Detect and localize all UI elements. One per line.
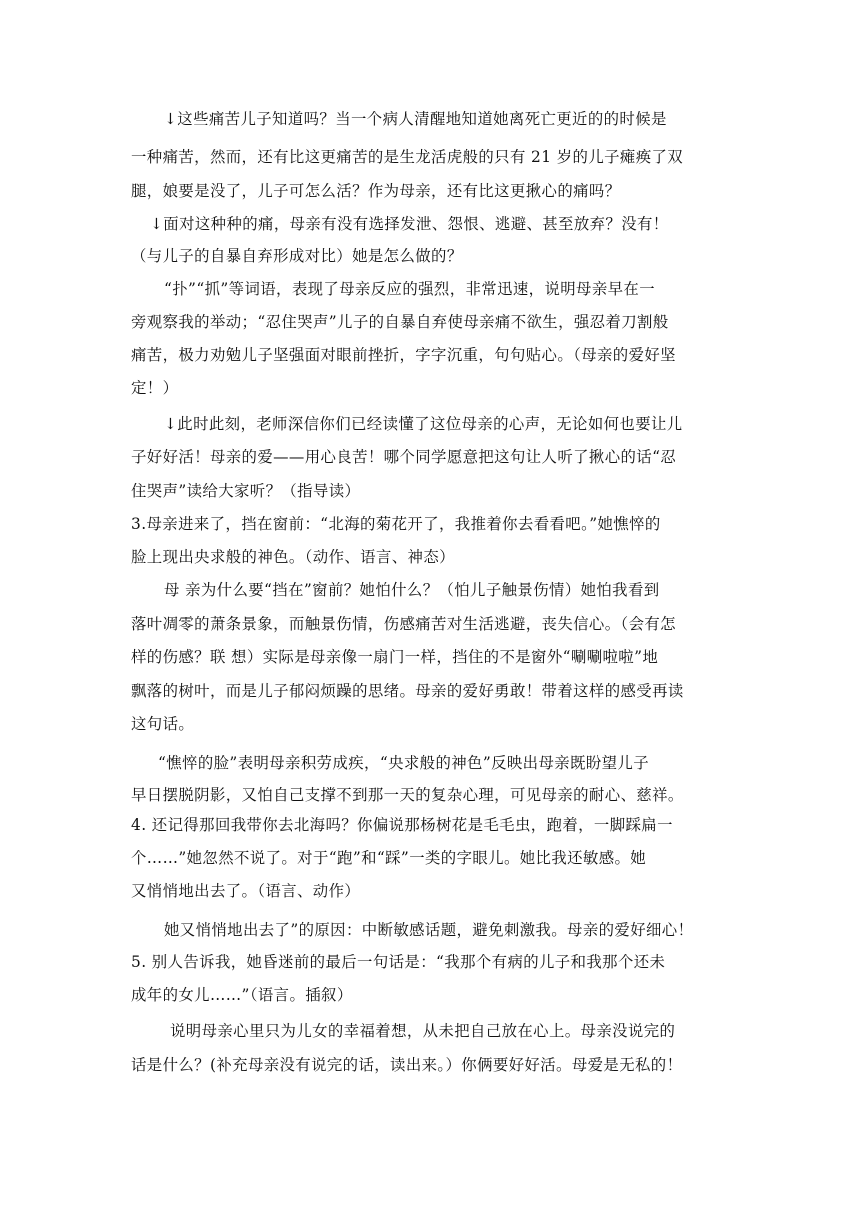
text-line: ↓面对这种种的痛，母亲有没有选择发泄、怨恨、逃避、甚至放弃？没有！ [150,215,669,233]
text-line: 子好好活！母亲的爱——用心良苦！哪个同学愿意把这句让人听了揪心的话“忍 [131,448,677,466]
text-line: 5. 别人告诉我，她昏迷前的最后一句话是：“我那个有病的儿子和我那个还未 [131,953,666,971]
text-line: 飘落的树叶，而是儿子郁闷烦躁的思绪。母亲的爱好勇敢！带着这样的感受再读 [131,682,684,700]
text-line: 住哭声”读给大家听？（指导读） [131,482,361,500]
text-line: 早日摆脱阴影，又怕自己支撑不到那一天的复杂心理，可见母亲的耐心、慈祥。 [131,786,684,804]
text-line: 痛苦，极力劝勉儿子坚强面对眼前挫折，字字沉重，句句贴心。（母亲的爱好坚 [131,346,676,364]
text-line: 个……”她忽然不说了。对于“跑”和“踩”一类的字眼儿。她比我还敏感。她 [131,849,647,867]
text-line: 腿，娘要是没了，儿子可怎么活？作为母亲，还有比这更揪心的痛吗？ [131,182,621,200]
text-line: 脸上现出央求般的神色。（动作、语言、神态） [131,548,455,566]
text-line: 又悄悄地出去了。（语言、动作） [131,882,361,900]
text-line: 说明母亲心里只为儿女的幸福着想，从未把自己放在心上。母亲没说完的 [170,1022,676,1040]
text-line: 她又悄悄地出去了”的原因：中断敏感话题，避免刺激我。母亲的爱好细心！ [164,921,694,939]
text-line: 落叶凋零的萧条景象，而触景伤情，伤感痛苦对生活逃避，丧失信心。（会有怎 [131,615,676,633]
text-line: 话是什么？(补充母亲没有说完的话，读出来。）你俩要好好活。母爱是无私的！ [131,1056,683,1074]
text-line: ↓这些痛苦儿子知道吗？当一个病人清醒地知道她离死亡更近的的时候是 [164,110,667,128]
text-line: “憔悴的脸”表明母亲积劳成疾，“央求般的神色”反映出母亲既盼望儿子 [158,754,650,772]
text-line: “扑”“抓”等词语，表现了母亲反应的强烈，非常迅速，说明母亲早在一 [164,280,656,298]
text-line: （与儿子的自暴自弃形成对比）她是怎么做的？ [131,247,463,265]
text-line: 4. 还记得那回我带你去北海吗？你偏说那杨树花是毛毛虫，跑着，一脚踩扁一 [131,816,673,834]
text-line: 样的伤感？联 想）实际是母亲像一扇门一样，挡住的不是窗外“唰唰啦啦”地 [131,648,659,666]
text-line: 3.母亲进来了，挡在窗前：“北海的菊花开了，我推着你去看看吧。”她憔悴的 [131,515,661,533]
text-line: 这句话。 [131,715,195,733]
text-line: 一种痛苦，然而，还有比这更痛苦的是生龙活虎般的只有 21 岁的儿子瘫痪了双 [131,148,684,166]
text-line: 成年的女儿……”（语言。插叙） [131,986,353,1004]
text-line: 母 亲为什么要“挡在”窗前？她怕什么？（怕儿子触景伤情）她怕我看到 [164,581,660,599]
text-line: ↓此时此刻，老师深信你们已经读懂了这位母亲的心声，无论如何也要让儿 [164,415,683,433]
text-line: 定！） [131,379,179,397]
text-line: 旁观察我的举动；“忍住哭声”儿子的自暴自弃使母亲痛不欲生，强忍着刀割般 [131,313,669,331]
